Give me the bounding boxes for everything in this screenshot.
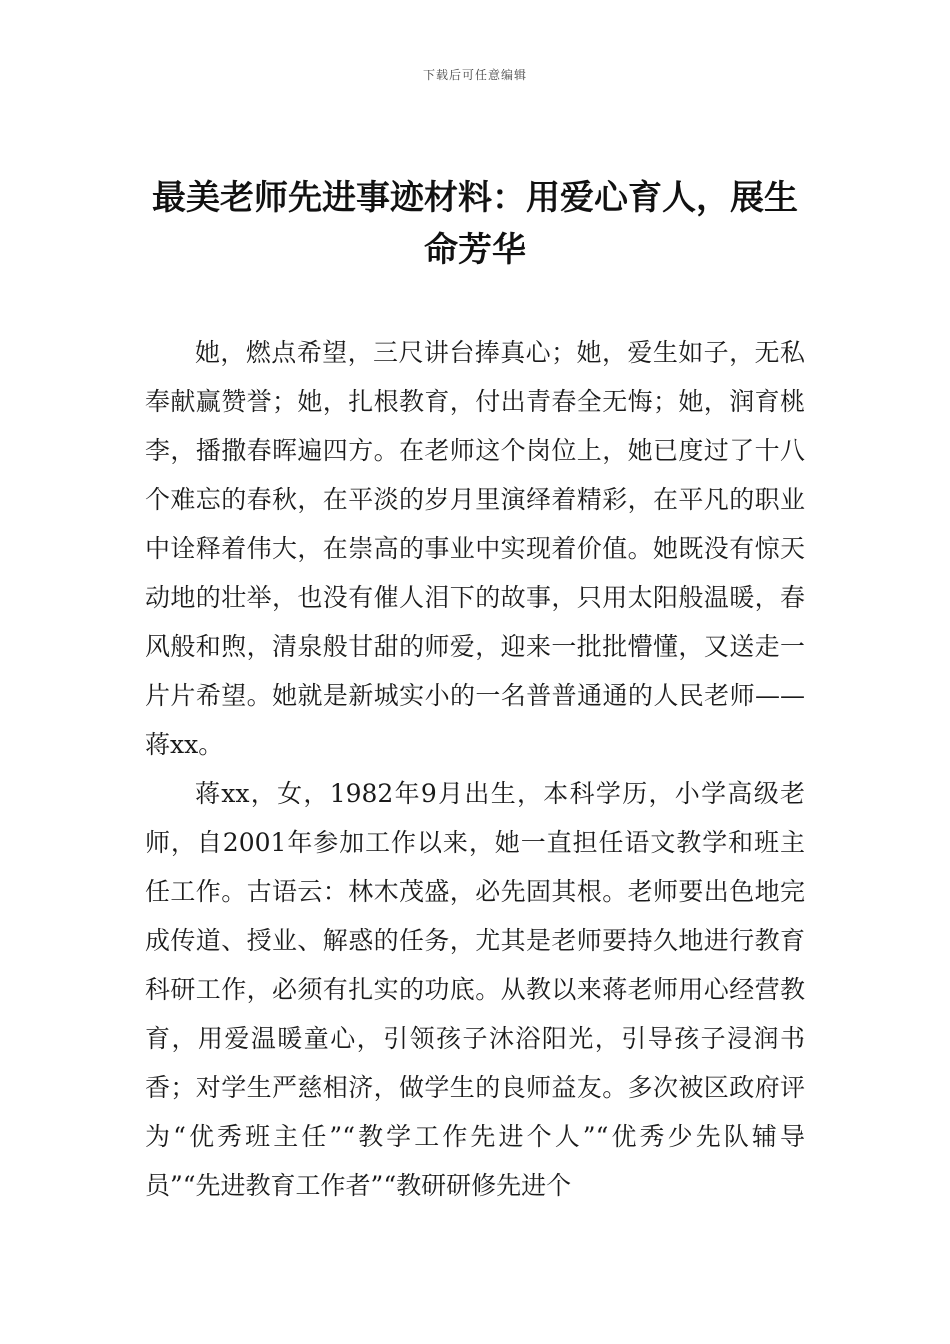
- header-note: 下载后可任意编辑: [422, 68, 527, 82]
- document-title: 最美老师先进事迹材料：用爱心育人，展生命芳华: [152, 178, 798, 270]
- document-body: [145, 328, 805, 1210]
- paragraph-2: 蒋xx，女，1982年9月出生，本科学历，小学高级老师，自2001年参加工作以来，她一直担任语文教学和班主任工作。古语云：林木茂盛，必先固其根。老师要出色地完成传道、授业、解惑的任务，尤其是老师要持久地进行教育科研工作，必须有扎实的功底。从教以来蒋老师用心经营教育，用爱温暖童心，引领孩子沐浴阳光，引导孩子浸润书香；对学生严慈相济，做学生的良师益友。多次被区政府评为“优秀班主任”“教学工作先进个人”“优秀少先队辅导员”“先进教育工作者”“教研研修先进个: [145, 779, 805, 1200]
- paragraph-1: 她，燃点希望，三尺讲台捧真心；她，爱生如子，无私奉献赢赞誉；她，扎根教育，付出青春全无悔；她，润育桃李，播撒春晖遍四方。在老师这个岗位上，她已度过了十八个难忘的春秋，在平淡的岁月里演绎着精彩，在平凡的职业中诠释着伟大，在崇高的事业中实现着价值。她既没有惊天动地的壮举，也没有催人泪下的故事，只用太阳般温暖，春风般和煦，清泉般甘甜的师爱，迎来一批批懵懂，又送走一片片希望。她就是新城实小的一名普普通通的人民老师——蒋xx。: [145, 338, 805, 759]
